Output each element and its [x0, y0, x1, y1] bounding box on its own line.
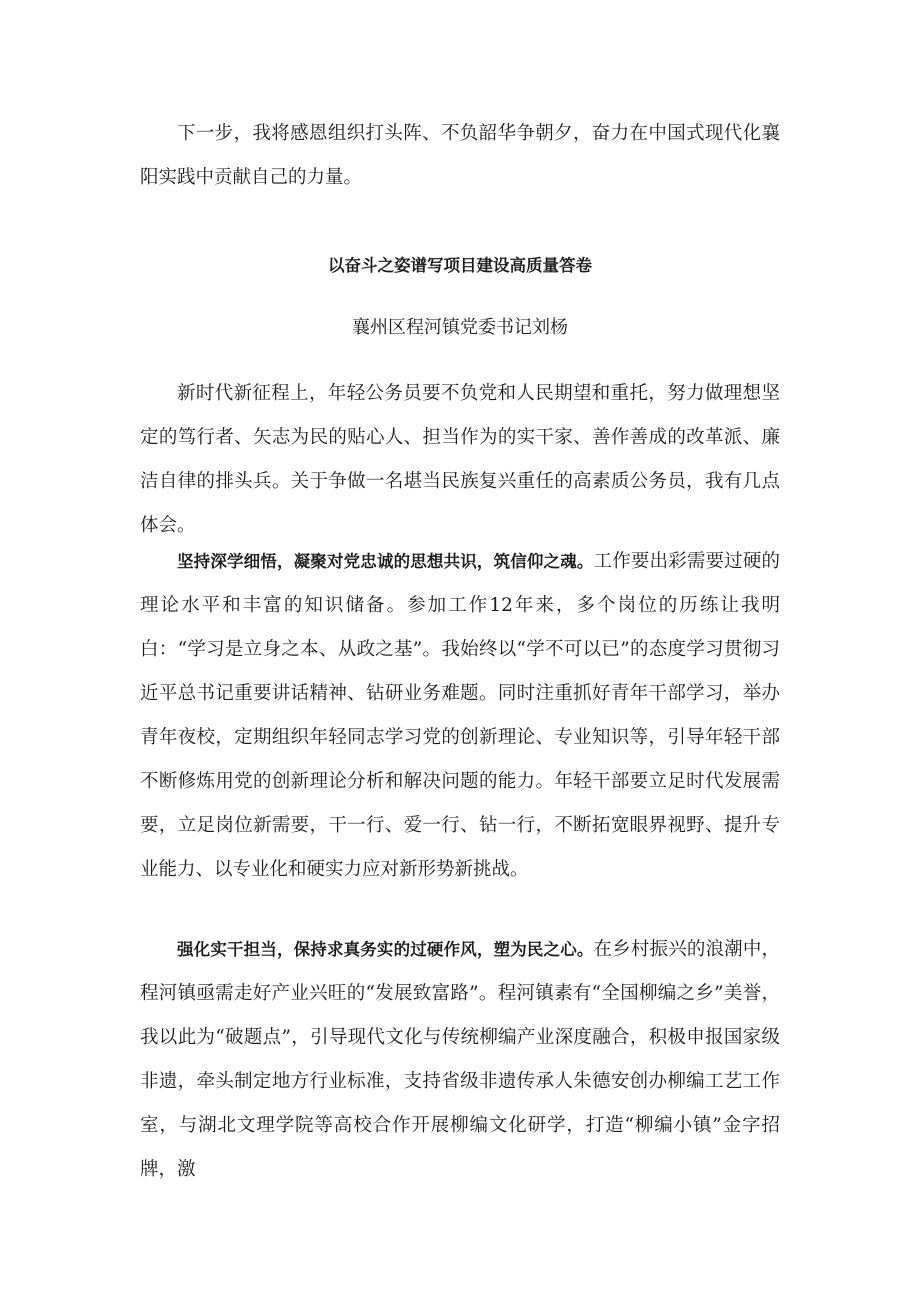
paragraph-action	[140, 928, 780, 1192]
paragraph-study	[140, 540, 780, 892]
closing-paragraph: 下一步，我将感恩组织打头阵、不负韶华争朝夕，奋力在中国式现代化襄阳实践中贡献自己的力量。	[140, 123, 780, 188]
paragraph-action-body: 在乡村振兴的浪潮中，程河镇亟需走好产业兴旺的“发展致富路”。程河镇素有“全国柳编之乡”美誉，我以此为“破题点”，引导现代文化与传统柳编产业深度融合，积极申报国家级非遗，牵头制定地方行业标准，支持省级非遗传承人朱德安创办柳编工艺工作室，与湖北文理学院等高校合作开展柳编文化研学，打造“柳编小镇”金字招牌，激	[140, 939, 780, 1180]
paragraph-intro: 新时代新征程上，年轻公务员要不负党和人民期望和重托，努力做理想坚定的笃行者、矢志为民的贴心人、担当作为的实干家、善作善成的改革派、廉洁自律的排头兵。关于争做一名堪当民族复兴重任的高素质公务员，我有几点体会。	[140, 383, 780, 536]
article-author: 襄州区程河镇党委书记刘杨	[352, 317, 568, 338]
article-title: 以奋斗之姿谱写项目建设高质量答卷	[328, 256, 592, 275]
paragraph-study-heading: 坚持深学细悟，凝聚对党忠诚的思想共识，筑信仰之魂。	[177, 552, 594, 571]
paragraph-study-body: 工作要出彩需要过硬的理论水平和丰富的知识储备。参加工作12年来，多个岗位的历练让我明白：“学习是立身之本、从政之基”。我始终以“学不可以已”的态度学习贯彻习近平总书记重要讲话精神、钻研业务难题。同时注重抓好青年干部学习，举办青年夜校，定期组织年轻同志学习党的创新理论、专业知识等，引导年轻干部不断修炼用党的创新理论分析和解决问题的能力。年轻干部要立足时代发展需要，立足岗位新需要，干一行、爱一行、钻一行，不断拓宽眼界视野、提升专业能力、以专业化和硬实力应对新形势新挑战。	[140, 551, 780, 880]
paragraph-action-heading: 强化实干担当，保持求真务实的过硬作风，塑为民之心。	[177, 940, 594, 959]
